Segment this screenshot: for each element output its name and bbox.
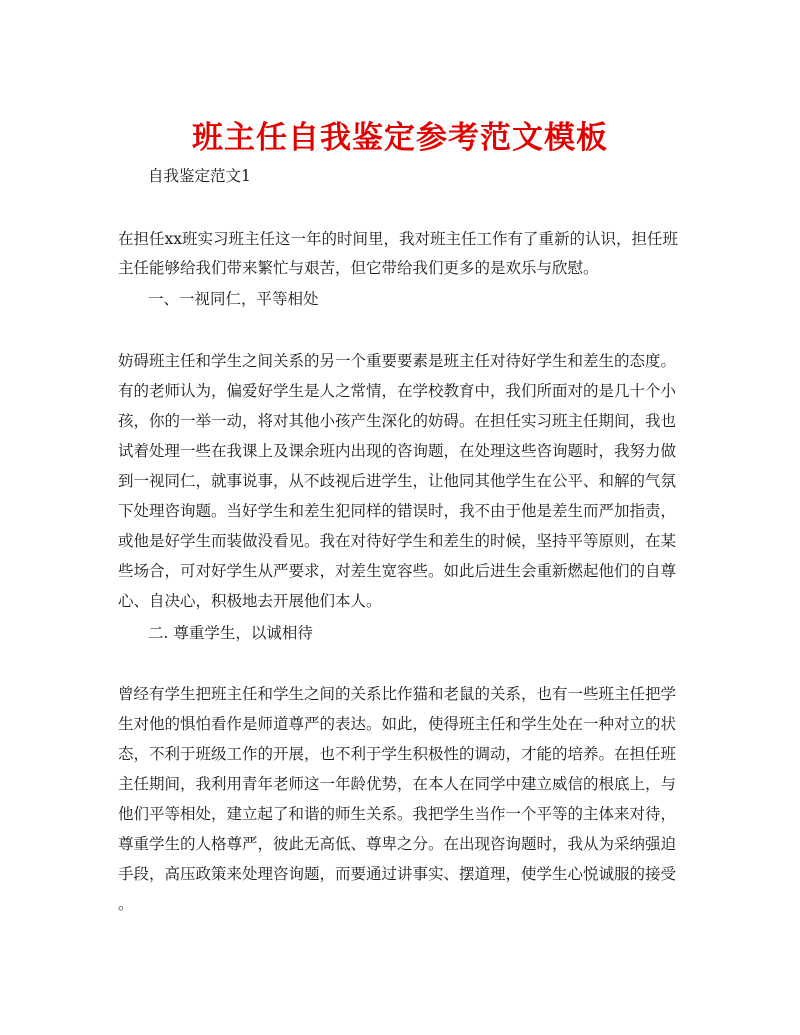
paragraph2-line: 孩，你的一举一动，将对其他小孩产生深化的妨碍。在担任实习班主任期间，我也 (118, 412, 677, 430)
paragraph2-line: 妨碍班主任和学生之间关系的另一个重要要素是班主任对待好学生和差生的态度。 (118, 352, 677, 370)
section-heading-2: 二. 尊重学生，以诚相待 (148, 624, 313, 642)
paragraph3-line: 主任期间，我利用青年老师这一年龄优势，在本人在同学中建立威信的根底上，与 (118, 775, 677, 793)
paragraph3-line: 。 (118, 895, 134, 913)
paragraph2-line: 下处理咨询题。当好学生和差生犯同样的错误时，我不由于他是差生而严加指责， (118, 502, 677, 520)
paragraph1-line: 主任能够给我们带来繁忙与艰苦，但它带给我们更多的是欢乐与欣慰。 (118, 259, 599, 277)
paragraph3-line: 他们平等相处，建立起了和谐的师生关系。我把学生当作一个平等的主体来对待， (118, 805, 677, 823)
paragraph1-line: 在担任xx班实习班主任这一年的时间里，我对班主任工作有了重新的认识，担任班 (118, 230, 678, 248)
paragraph3-line: 态，不利于班级工作的开展，也不利于学生积极性的调动，才能的培养。在担任班 (118, 745, 677, 763)
subtitle: 自我鉴定范文1 (148, 167, 251, 185)
section-heading-1: 一、一视同仁，平等相处 (148, 290, 319, 308)
paragraph3-line: 尊重学生的人格尊严，彼此无高低、尊卑之分。在出现咨询题时，我从为采纳强迫 (118, 835, 677, 853)
paragraph3-line: 曾经有学生把班主任和学生之间的关系比作猫和老鼠的关系，也有一些班主任把学 (118, 685, 677, 703)
paragraph2-line: 些场合，可对好学生从严要求，对差生宽容些。如此后进生会重新燃起他们的自尊 (118, 562, 677, 580)
paragraph2-line: 试着处理一些在我课上及课余班内出现的咨询题，在处理这些咨询题时，我努力做 (118, 442, 677, 460)
paragraph3-line: 生对他的惧怕看作是师道尊严的表达。如此，使得班主任和学生处在一种对立的状 (118, 715, 677, 733)
paragraph2-line: 或他是好学生而装做没看见。我在对待好学生和差生的时候，坚持平等原则，在某 (118, 532, 677, 550)
paragraph3-line: 手段，高压政策来处理咨询题，而要通过讲事实、摆道理，使学生心悦诚服的接受 (118, 865, 677, 883)
document-title: 班主任自我鉴定参考范文模板 (192, 120, 608, 156)
paragraph2-line: 到一视同仁，就事说事，从不歧视后进学生，让他同其他学生在公平、和解的气氛 (118, 472, 677, 490)
paragraph2-line: 心、自决心，积极地去开展他们本人。 (118, 592, 382, 610)
paragraph2-line: 有的老师认为，偏爱好学生是人之常情，在学校教育中，我们所面对的是几十个小 (118, 382, 677, 400)
